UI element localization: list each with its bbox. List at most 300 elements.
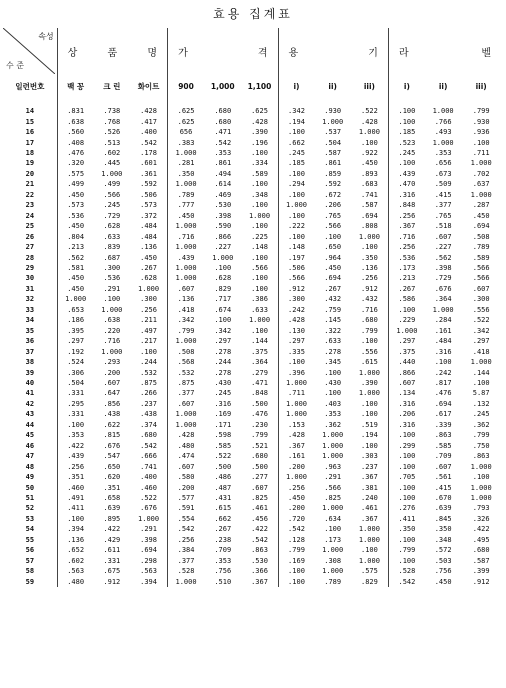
- table-cell: .408: [67, 138, 85, 147]
- table-cell: .345: [324, 358, 342, 367]
- table-cell: .390: [351, 378, 389, 388]
- table-cell: .486: [214, 473, 232, 482]
- table-cell: .460: [130, 482, 168, 492]
- table-cell: .240: [351, 493, 389, 503]
- table-cell: .554: [177, 514, 195, 523]
- table-cell: .587: [472, 556, 490, 565]
- table-cell: .499: [103, 180, 121, 189]
- table-cell: .227: [214, 243, 232, 252]
- table-cell: 1.000: [285, 399, 308, 408]
- table-cell: .577: [177, 493, 195, 502]
- table-cell: .348: [434, 535, 452, 544]
- table-cell: .875: [177, 379, 195, 387]
- table-cell: .383: [177, 138, 195, 147]
- table-cell: .381: [351, 482, 389, 492]
- row-number: 30: [3, 273, 57, 283]
- table-cell: 1.000: [322, 441, 344, 450]
- table-cell: .506: [130, 190, 168, 200]
- table-cell: .750: [472, 441, 490, 450]
- col-header: i): [293, 81, 300, 91]
- table-cell: .339: [434, 420, 452, 429]
- table-cell: .372: [130, 211, 168, 221]
- table-cell: 1.000: [470, 190, 492, 199]
- table-cell: .674: [214, 305, 232, 314]
- row-number: 28: [3, 252, 57, 262]
- table-row: [3, 451, 501, 461]
- table-cell: .100: [242, 284, 278, 294]
- table-cell: 1.000: [130, 514, 168, 524]
- table-cell: .320: [67, 159, 85, 168]
- table-cell: .561: [434, 473, 452, 482]
- table-cell: .256: [67, 462, 85, 471]
- row-number: 43: [3, 409, 57, 419]
- table-cell: .716: [103, 337, 121, 346]
- table-cell: .585: [434, 441, 452, 450]
- table-cell: .185: [398, 128, 416, 137]
- table-cell: .450: [472, 211, 490, 220]
- table-cell: .602: [103, 149, 121, 158]
- table-cell: .633: [103, 232, 121, 241]
- row-number: 34: [3, 315, 57, 325]
- table-cell: 1.000: [322, 431, 344, 440]
- table-row: [3, 148, 501, 158]
- table-cell: .575: [67, 169, 85, 178]
- table-cell: .542: [214, 138, 232, 147]
- table-row: [3, 493, 501, 503]
- table-cell: .400: [130, 472, 168, 482]
- table-row: [3, 137, 501, 147]
- table-cell: .100: [288, 169, 305, 178]
- table-row: [3, 169, 501, 179]
- table-cell: .256: [351, 273, 389, 283]
- table-row: [3, 472, 501, 482]
- table-cell: .267: [324, 284, 342, 293]
- table-cell: .562: [434, 253, 452, 262]
- table-cell: .422: [242, 524, 278, 534]
- table-cell: .237: [130, 399, 168, 409]
- table-cell: .460: [67, 483, 85, 492]
- table-cell: .589: [472, 253, 490, 262]
- table-cell: .342: [472, 326, 490, 335]
- table-cell: .566: [288, 274, 305, 283]
- table-cell: .499: [67, 180, 85, 189]
- table-cell: .418: [472, 347, 490, 356]
- table-cell: .411: [398, 514, 416, 523]
- table-cell: .680: [214, 117, 232, 126]
- table-cell: .500: [242, 399, 278, 409]
- table-cell: .694: [130, 545, 168, 555]
- group-header-label: 라 벨: [398, 47, 491, 59]
- table-cell: .666: [130, 451, 168, 461]
- table-cell: .225: [242, 231, 278, 241]
- table-cell: .694: [472, 222, 490, 231]
- table-cell: .136: [130, 242, 168, 252]
- table-cell: .364: [434, 295, 452, 304]
- table-cell: .227: [434, 243, 452, 252]
- table-cell: .200: [288, 462, 305, 471]
- table-cell: .676: [130, 503, 168, 513]
- table-cell: .100: [242, 273, 278, 283]
- table-cell: .839: [103, 243, 121, 252]
- table-cell: .100: [351, 137, 389, 147]
- table-cell: .542: [130, 137, 168, 147]
- table-cell: .297: [398, 337, 416, 346]
- table-cell: 1.000: [285, 410, 308, 419]
- table-cell: .100: [288, 211, 305, 220]
- table-cell: .316: [398, 399, 416, 408]
- table-cell: .300: [472, 295, 490, 304]
- table-cell: .377: [177, 389, 195, 398]
- table-cell: .322: [324, 326, 342, 335]
- table-cell: .471: [214, 128, 232, 137]
- table-row: [3, 420, 501, 430]
- table-cell: .331: [67, 389, 85, 398]
- table-cell: .278: [214, 368, 232, 377]
- table-cell: .428: [177, 431, 195, 440]
- table-cell: .450: [67, 190, 85, 199]
- table-cell: .863: [434, 431, 452, 440]
- table-cell: 1.000: [351, 367, 389, 377]
- table-cell: .100: [324, 389, 342, 398]
- table-cell: .461: [351, 503, 389, 513]
- table-cell: .670: [434, 493, 452, 502]
- table-row: [3, 242, 501, 252]
- table-cell: .592: [324, 180, 342, 189]
- table-cell: .581: [67, 264, 85, 273]
- table-cell: .607: [434, 462, 452, 471]
- col-header: 900: [178, 81, 194, 91]
- table-cell: 1.000: [242, 315, 278, 325]
- table-cell: 1.000: [175, 577, 197, 586]
- table-cell: .560: [67, 128, 85, 137]
- table-cell: .390: [242, 127, 278, 137]
- table-cell: .587: [324, 149, 342, 158]
- table-cell: .633: [324, 337, 342, 346]
- table-cell: .680: [242, 451, 278, 461]
- table-cell: .687: [103, 253, 121, 262]
- row-number: 52: [3, 503, 57, 513]
- table-cell: .144: [472, 368, 490, 377]
- table-row: [3, 294, 501, 304]
- table-cell: .522: [214, 452, 232, 461]
- table-cell: .367: [351, 472, 389, 482]
- table-cell: .186: [67, 316, 85, 325]
- table-cell: .148: [288, 243, 305, 252]
- table-cell: .100: [398, 159, 416, 168]
- table-cell: 1.000: [175, 420, 197, 429]
- table-cell: .362: [324, 420, 342, 429]
- table-cell: .331: [67, 410, 85, 419]
- table-cell: .673: [434, 169, 452, 178]
- table-row: [3, 524, 501, 534]
- col-header: 1,100: [242, 74, 278, 98]
- table-cell: .100: [324, 525, 342, 534]
- table-cell: .720: [288, 514, 305, 523]
- table-cell: .536: [103, 274, 121, 283]
- table-cell: .510: [214, 577, 232, 586]
- table-cell: 1.000: [175, 243, 197, 252]
- table-cell: .100: [130, 346, 168, 356]
- table-cell: .476: [242, 409, 278, 419]
- table-cell: .662: [214, 514, 232, 523]
- table-cell: .450: [434, 577, 452, 586]
- row-number: 51: [3, 493, 57, 503]
- table-cell: .306: [67, 368, 85, 377]
- table-cell: .267: [214, 525, 232, 534]
- row-number: 24: [3, 211, 57, 221]
- table-cell: .211: [130, 315, 168, 325]
- table-cell: .100: [398, 431, 416, 440]
- table-cell: .716: [398, 232, 416, 241]
- table-cell: .134: [398, 389, 416, 398]
- table-cell: .136: [351, 263, 389, 273]
- table-cell: .702: [472, 169, 490, 178]
- table-cell: 1.000: [175, 264, 197, 273]
- table-cell: .656: [434, 159, 452, 168]
- table-cell: .461: [242, 503, 278, 513]
- table-row: [3, 409, 501, 419]
- table-cell: .386: [242, 294, 278, 304]
- table-cell: .652: [67, 546, 85, 555]
- table-row: [3, 555, 501, 565]
- table-cell: .300: [130, 294, 168, 304]
- table-row: [3, 535, 501, 545]
- row-number: 36: [3, 336, 57, 346]
- table-cell: .278: [214, 347, 232, 356]
- table-cell: .615: [214, 504, 232, 513]
- row-number: 40: [3, 378, 57, 388]
- table-cell: .316: [434, 347, 452, 356]
- table-cell: .242: [288, 305, 305, 314]
- table-cell: .100: [288, 128, 305, 137]
- table-row: [3, 346, 501, 356]
- table-cell: .100: [472, 138, 490, 147]
- table-row: [3, 461, 501, 471]
- table-cell: .316: [214, 399, 232, 408]
- table-cell: .709: [214, 546, 232, 555]
- table-row: [3, 106, 501, 116]
- table-row: [3, 190, 501, 200]
- table-row: [3, 273, 501, 283]
- table-cell: .793: [472, 504, 490, 513]
- table-cell: .394: [130, 576, 168, 586]
- table-cell: .100: [242, 326, 278, 336]
- table-cell: .717: [214, 295, 232, 304]
- table-cell: .866: [398, 368, 416, 377]
- table-cell: .256: [288, 483, 305, 492]
- table-cell: 1.000: [470, 159, 492, 168]
- table-cell: .509: [434, 180, 452, 189]
- table-cell: .592: [130, 179, 168, 189]
- table-cell: 1.000: [351, 231, 389, 241]
- table-cell: 1.000: [322, 452, 344, 461]
- table-cell: 1.000: [175, 222, 197, 231]
- table-cell: .625: [242, 106, 278, 116]
- table-cell: 1.000: [175, 149, 197, 158]
- table-cell: .542: [288, 525, 305, 534]
- col-header: 일련번호: [3, 74, 57, 98]
- table-cell: .428: [130, 106, 168, 116]
- table-cell: .471: [242, 378, 278, 388]
- table-cell: .367: [288, 441, 305, 450]
- table-cell: .789: [177, 190, 195, 199]
- table-cell: .799: [472, 431, 490, 440]
- table-cell: .367: [351, 514, 389, 524]
- table-cell: .244: [130, 357, 168, 367]
- table-row: [3, 399, 501, 409]
- table-cell: .484: [130, 231, 168, 241]
- table-cell: .622: [103, 420, 121, 429]
- table-row: [3, 315, 501, 325]
- row-number: 56: [3, 545, 57, 555]
- table-cell: .680: [351, 315, 389, 325]
- table-cell: .859: [324, 169, 342, 178]
- table-cell: 1.000: [351, 524, 389, 534]
- table-cell: .432: [351, 294, 389, 304]
- table-cell: .438: [130, 409, 168, 419]
- table-cell: .145: [324, 316, 342, 325]
- table-cell: .528: [398, 567, 416, 576]
- table-cell: .799: [242, 430, 278, 440]
- table-cell: .563: [67, 567, 85, 576]
- table-cell: .308: [324, 556, 342, 565]
- table-cell: 1.000: [470, 483, 492, 492]
- table-cell: 1.000: [432, 305, 454, 314]
- table-cell: .398: [434, 264, 452, 273]
- table-cell: .222: [288, 222, 305, 231]
- table-cell: .364: [242, 357, 278, 367]
- row-number: 53: [3, 514, 57, 524]
- table-cell: 1.000: [101, 305, 123, 314]
- table-cell: .361: [130, 169, 168, 179]
- table-cell: .493: [434, 128, 452, 137]
- table-cell: .680: [130, 430, 168, 440]
- table-cell: .676: [103, 441, 121, 450]
- utility-table: [3, 28, 501, 587]
- col-header: 백 꽁: [67, 81, 85, 91]
- table-cell: .566: [324, 222, 342, 231]
- table-cell: .367: [242, 576, 278, 586]
- table-cell: .912: [288, 284, 305, 293]
- table-cell: .417: [130, 116, 168, 126]
- table-cell: .298: [130, 555, 168, 565]
- table-cell: .566: [472, 264, 490, 273]
- table-cell: .817: [434, 379, 452, 387]
- row-number: 31: [3, 284, 57, 294]
- table-cell: .173: [398, 264, 416, 273]
- table-cell: .281: [177, 159, 195, 168]
- table-cell: .580: [177, 473, 195, 482]
- table-cell: .256: [398, 243, 416, 252]
- table-cell: .523: [398, 138, 416, 147]
- table-cell: .536: [67, 211, 85, 220]
- table-cell: .178: [130, 148, 168, 158]
- table-cell: 656: [179, 128, 193, 137]
- row-number: 16: [3, 127, 57, 137]
- table-cell: .765: [434, 211, 452, 220]
- table-cell: .220: [103, 326, 121, 335]
- table-cell: .291: [324, 473, 342, 482]
- table-cell: .374: [130, 420, 168, 430]
- table-cell: .136: [177, 295, 195, 304]
- table-cell: .100: [288, 577, 305, 586]
- row-number: 45: [3, 430, 57, 440]
- table-cell: .353: [324, 410, 342, 419]
- table-cell: .532: [177, 368, 195, 377]
- table-cell: .637: [472, 180, 490, 189]
- table-cell: .297: [288, 337, 305, 346]
- row-number: 41: [3, 388, 57, 398]
- table-cell: 1.000: [351, 555, 389, 565]
- table-cell: .100: [351, 409, 389, 419]
- table-cell: .756: [214, 567, 232, 576]
- table-cell: .100: [398, 462, 416, 471]
- table-cell: .566: [472, 274, 490, 283]
- row-number: 18: [3, 148, 57, 158]
- table-cell: .963: [324, 462, 342, 471]
- table-cell: .192: [67, 347, 85, 356]
- table-cell: .563: [130, 566, 168, 576]
- row-number: 17: [3, 137, 57, 147]
- table-cell: .628: [103, 222, 121, 231]
- table-cell: .100: [214, 264, 232, 273]
- table-cell: .432: [324, 295, 342, 304]
- table-cell: .316: [398, 420, 416, 429]
- table-cell: .136: [67, 535, 85, 544]
- page-title: 효용 집계표: [213, 7, 293, 21]
- table-cell: .480: [177, 441, 195, 450]
- table-cell: .500: [242, 461, 278, 471]
- table-cell: .607: [177, 399, 195, 408]
- table-cell: 1.000: [242, 211, 278, 221]
- table-cell: .848: [242, 388, 278, 398]
- table-cell: .639: [103, 504, 121, 513]
- table-cell: 1.000: [396, 326, 418, 335]
- table-cell: .245: [472, 410, 490, 419]
- table-cell: .469: [214, 190, 232, 199]
- table-cell: .353: [214, 556, 232, 565]
- col-header: 화이트: [130, 74, 168, 98]
- table-cell: .530: [214, 201, 232, 210]
- table-cell: .161: [434, 326, 452, 335]
- table-cell: .100: [242, 148, 278, 158]
- table-cell: .804: [67, 232, 85, 241]
- table-cell: .759: [324, 305, 342, 314]
- table-cell: .866: [214, 232, 232, 241]
- table-cell: .206: [324, 201, 342, 210]
- table-cell: .856: [103, 399, 121, 408]
- table-cell: .694: [434, 399, 452, 408]
- table-row: [3, 252, 501, 262]
- table-cell: .476: [67, 149, 85, 158]
- table-cell: .566: [103, 190, 121, 199]
- table-cell: .375: [398, 347, 416, 356]
- table-cell: .256: [177, 535, 195, 544]
- table-cell: .532: [130, 367, 168, 377]
- table-cell: .213: [67, 243, 85, 252]
- table-cell: .237: [351, 461, 389, 471]
- row-number: 50: [3, 482, 57, 492]
- table-cell: .848: [398, 201, 416, 210]
- table-cell: .353: [214, 149, 232, 158]
- table-cell: .521: [242, 441, 278, 451]
- table-cell: .589: [242, 169, 278, 179]
- table-cell: .556: [351, 346, 389, 356]
- table-cell: .658: [103, 493, 121, 502]
- table-cell: .607: [398, 379, 416, 387]
- table-cell: .348: [242, 190, 278, 200]
- table-cell: .537: [324, 128, 342, 137]
